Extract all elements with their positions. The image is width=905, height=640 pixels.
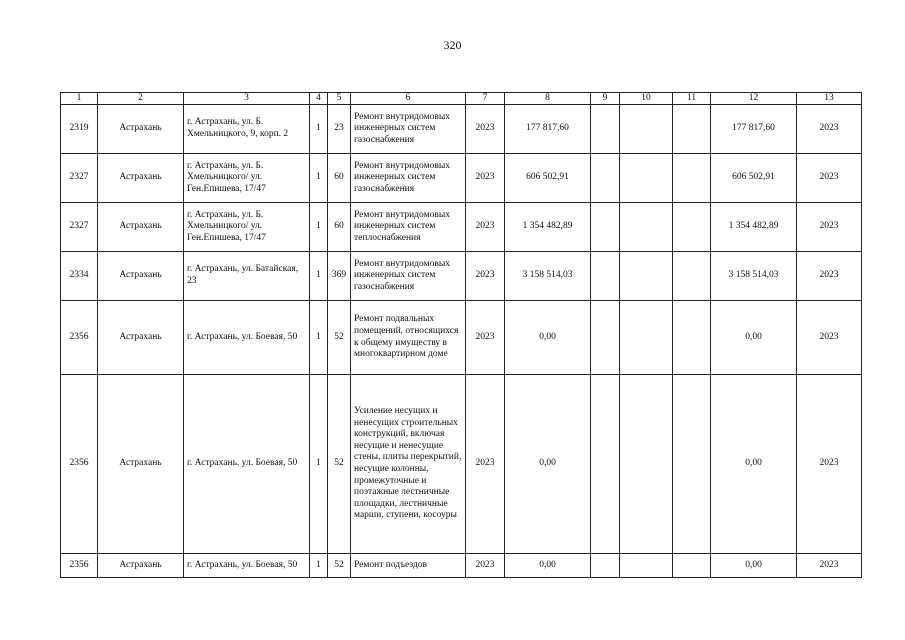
end-year-cell: 2023: [797, 252, 862, 301]
col9-cell: [591, 301, 620, 375]
work-type-cell: Ремонт внутридомовых инженерных систем теплоснабжения: [351, 203, 466, 252]
table-row: [61, 375, 862, 554]
column-header: 13: [797, 93, 862, 105]
table-row: [61, 154, 862, 203]
cost-cell: 0,00: [505, 301, 591, 375]
cost-total-cell: 1 354 482,89: [711, 203, 797, 252]
col5-cell: 369: [328, 252, 351, 301]
city-cell: Астрахань: [98, 203, 184, 252]
end-year-cell: 2023: [797, 375, 862, 554]
col5-cell: 23: [328, 105, 351, 154]
col4-cell: 1: [310, 301, 328, 375]
col10-cell: [620, 375, 673, 554]
col4-cell: 1: [310, 105, 328, 154]
col11-cell: [673, 252, 711, 301]
cost-cell: 606 502,91: [505, 154, 591, 203]
column-header: 12: [711, 93, 797, 105]
cost-total-cell: 177 817,60: [711, 105, 797, 154]
row-number-cell: 2334: [61, 252, 98, 301]
year-cell: 2023: [466, 375, 505, 554]
col9-cell: [591, 252, 620, 301]
address-cell: г. Астрахань, ул. Боевая, 50: [184, 301, 310, 375]
cost-cell: 177 817,60: [505, 105, 591, 154]
work-type-cell: Ремонт внутридомовых инженерных систем газоснабжения: [351, 154, 466, 203]
col10-cell: [620, 252, 673, 301]
col9-cell: [591, 154, 620, 203]
col9-cell: [591, 203, 620, 252]
row-number-cell: 2327: [61, 203, 98, 252]
end-year-cell: 2023: [797, 105, 862, 154]
cost-cell: 1 354 482,89: [505, 203, 591, 252]
year-cell: 2023: [466, 252, 505, 301]
col10-cell: [620, 203, 673, 252]
row-number-cell: 2319: [61, 105, 98, 154]
page-number: 320: [443, 38, 462, 52]
col5-cell: 60: [328, 203, 351, 252]
end-year-cell: 2023: [797, 301, 862, 375]
row-number-cell: 2356: [61, 554, 98, 578]
col10-cell: [620, 554, 673, 578]
column-header: 7: [466, 93, 505, 105]
address-cell: г. Астрахань, ул. Б. Хмельницкого, 9, корп. 2: [184, 105, 310, 154]
repair-register-table: [60, 92, 862, 578]
cost-cell: 0,00: [505, 375, 591, 554]
column-header: 11: [673, 93, 711, 105]
col11-cell: [673, 554, 711, 578]
work-type-cell: Ремонт подъездов: [351, 554, 466, 578]
work-type-cell: Ремонт внутридомовых инженерных систем газоснабжения: [351, 252, 466, 301]
cost-total-cell: 3 158 514,03: [711, 252, 797, 301]
address-cell: г. Астрахань, ул. Боевая, 50: [184, 554, 310, 578]
col4-cell: 1: [310, 154, 328, 203]
cost-total-cell: 0,00: [711, 301, 797, 375]
col4-cell: 1: [310, 554, 328, 578]
column-header: 2: [98, 93, 184, 105]
row-number-cell: 2356: [61, 301, 98, 375]
city-cell: Астрахань: [98, 154, 184, 203]
cost-total-cell: 0,00: [711, 375, 797, 554]
col11-cell: [673, 301, 711, 375]
table-row: [61, 252, 862, 301]
work-type-cell: Усиление несущих и ненесущих строительных конструкций, включая несущие и ненесущие стены, плиты перекрытий, несущие колонны, промежуточные и поэтажные лестничные площадки, лестничные марши, ступени, косоуры: [351, 375, 466, 554]
address-cell: г. Астрахань, ул. Б. Хмельницкого/ ул. Ген.Епишева, 17/47: [184, 203, 310, 252]
column-header: 9: [591, 93, 620, 105]
col10-cell: [620, 105, 673, 154]
year-cell: 2023: [466, 203, 505, 252]
address-cell: г. Астрахань, ул. Б. Хмельницкого/ ул. Ген.Епишева, 17/47: [184, 154, 310, 203]
column-header: 10: [620, 93, 673, 105]
cost-total-cell: 606 502,91: [711, 154, 797, 203]
col11-cell: [673, 105, 711, 154]
column-header: 6: [351, 93, 466, 105]
end-year-cell: 2023: [797, 203, 862, 252]
work-type-cell: Ремонт внутридомовых инженерных систем газоснабжения: [351, 105, 466, 154]
address-cell: г. Астрахань, ул. Боевая, 50: [184, 375, 310, 554]
col5-cell: 52: [328, 375, 351, 554]
city-cell: Астрахань: [98, 554, 184, 578]
work-type-cell: Ремонт подвальных помещений, относящихся к общему имуществу в многоквартирном доме: [351, 301, 466, 375]
year-cell: 2023: [466, 105, 505, 154]
column-header: 1: [61, 93, 98, 105]
year-cell: 2023: [466, 554, 505, 578]
table-row: [61, 203, 862, 252]
city-cell: Астрахань: [98, 105, 184, 154]
col5-cell: 60: [328, 154, 351, 203]
cost-total-cell: 0,00: [711, 554, 797, 578]
col11-cell: [673, 203, 711, 252]
col11-cell: [673, 375, 711, 554]
table-row: [61, 554, 862, 578]
col5-cell: 52: [328, 301, 351, 375]
column-header: 4: [310, 93, 328, 105]
col9-cell: [591, 105, 620, 154]
col11-cell: [673, 154, 711, 203]
column-number-row: [61, 93, 862, 105]
column-header: 3: [184, 93, 310, 105]
cost-cell: 0,00: [505, 554, 591, 578]
col10-cell: [620, 301, 673, 375]
table-row: [61, 105, 862, 154]
year-cell: 2023: [466, 154, 505, 203]
cost-cell: 3 158 514,03: [505, 252, 591, 301]
end-year-cell: 2023: [797, 554, 862, 578]
column-header: 8: [505, 93, 591, 105]
column-header: 5: [328, 93, 351, 105]
city-cell: Астрахань: [98, 252, 184, 301]
address-cell: г. Астрахань, ул. Батайская, 23: [184, 252, 310, 301]
row-number-cell: 2356: [61, 375, 98, 554]
city-cell: Астрахань: [98, 301, 184, 375]
col4-cell: 1: [310, 203, 328, 252]
table-row: [61, 301, 862, 375]
end-year-cell: 2023: [797, 154, 862, 203]
col4-cell: 1: [310, 375, 328, 554]
col4-cell: 1: [310, 252, 328, 301]
row-number-cell: 2327: [61, 154, 98, 203]
year-cell: 2023: [466, 301, 505, 375]
col10-cell: [620, 154, 673, 203]
city-cell: Астрахань: [98, 375, 184, 554]
col9-cell: [591, 554, 620, 578]
col5-cell: 52: [328, 554, 351, 578]
col9-cell: [591, 375, 620, 554]
